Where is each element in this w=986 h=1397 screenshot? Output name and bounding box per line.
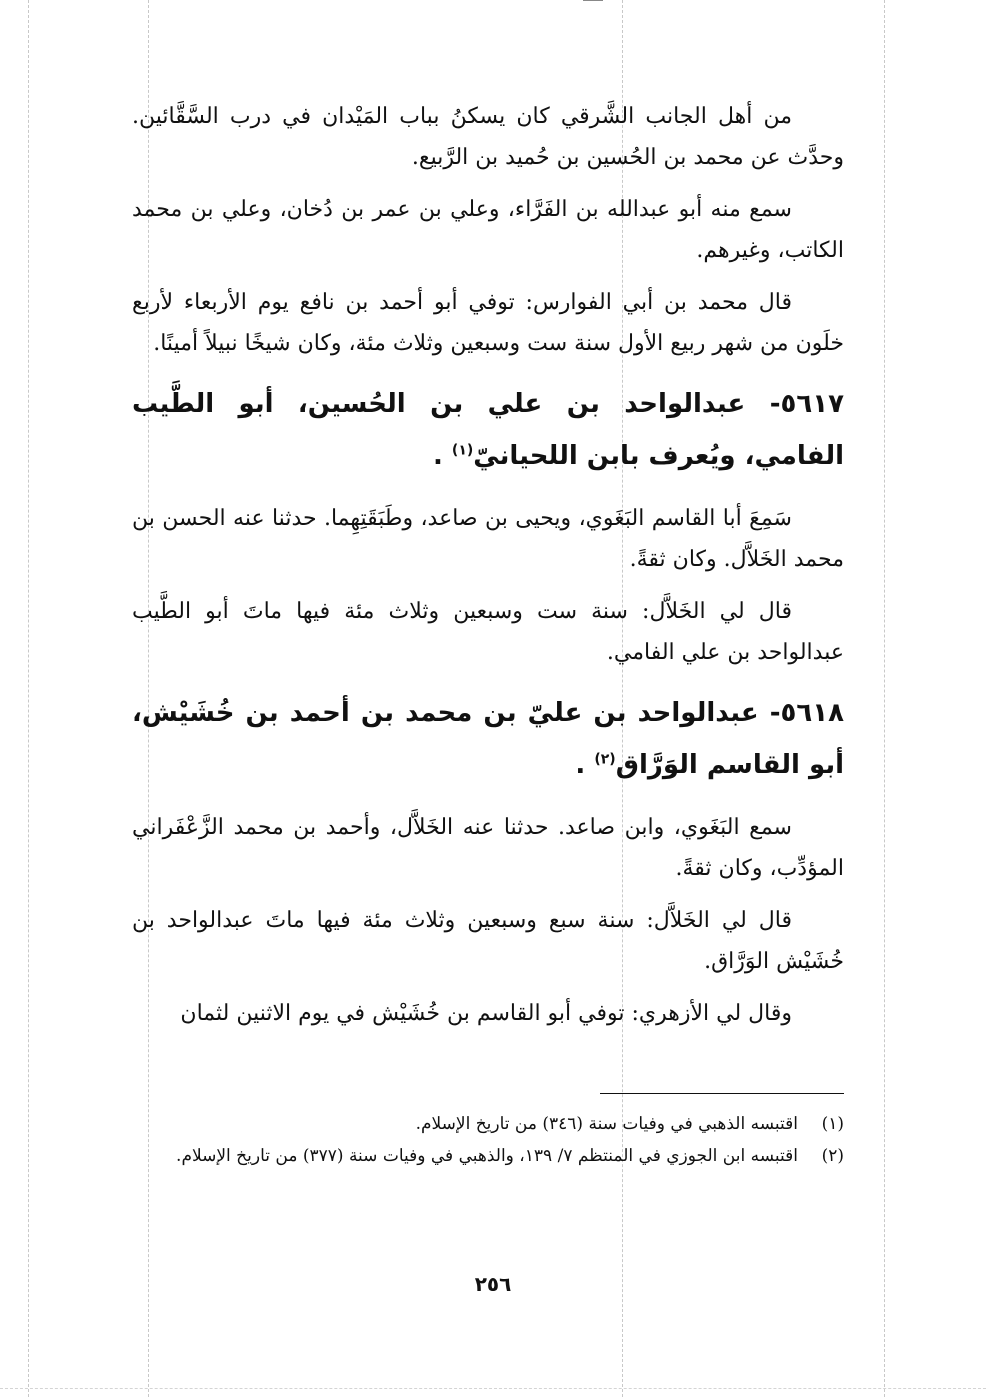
paragraph: سَمِعَ أبا القاسم البَغَوي، ويحيى بن صاعد، وطَبَقَتِهِما. حدثنا عنه الحسن بن محمد الخَلاَّل. وكان ثقةً. — [132, 506, 844, 572]
footnote-number: (١) — [821, 1114, 844, 1134]
scan-line — [28, 0, 29, 1397]
entry-number: ٥٦١٧- — [769, 389, 844, 419]
page-number: ٢٥٦ — [474, 1272, 512, 1296]
page-body — [132, 96, 844, 1034]
scan-line — [884, 0, 885, 1397]
top-mark — [583, 0, 603, 1]
paragraph: سمع منه أبو عبدالله بن الفَرَّاء، وعلي بن عمر بن دُخان، وعلي بن محمد الكاتب، وغيرهم. — [132, 197, 844, 263]
paragraph: قال لي الخَلاَّل: سنة ست وسبعين وثلاث مئة فيها ماتَ أبو الطَّيب عبدالواحد بن علي الفامي. — [132, 599, 844, 665]
entry-title: عبدالواحد بن علي بن الحُسين، أبو الطَّيب الفامي، ويُعرف بابن اللحيانيّ — [132, 389, 844, 471]
footnote-ref: (٢) — [594, 751, 616, 768]
footnote — [132, 1108, 844, 1140]
paragraph: وقال لي الأزهري: توفي أبو القاسم بن خُشَيْش في يوم الاثنين لثمان — [180, 1001, 792, 1026]
paragraph: من أهل الجانب الشَّرقي كان يسكنُ بباب المَيْدان في درب السَّقَّائين. وحدَّث عن محمد بن الحُسين بن حُميد بن الرَّبيع. — [132, 104, 844, 170]
scan-line — [0, 1388, 986, 1389]
footnote-divider — [600, 1093, 844, 1094]
entry-number: ٥٦١٨- — [769, 698, 844, 728]
footnote-text: اقتبسه ابن الجوزي في المنتظم ٧/ ١٣٩، والذهبي في وفيات سنة (٣٧٧) من تاريخ الإسلام. — [176, 1146, 798, 1166]
footnotes — [132, 1108, 844, 1172]
entry-heading — [132, 687, 844, 791]
paragraph: قال لي الخَلاَّل: سنة سبع وسبعين وثلاث مئة فيها ماتَ عبدالواحد بن خُشَيْش الوَرَّاق. — [132, 908, 844, 974]
entry-end: . — [432, 441, 443, 471]
entry-end: . — [575, 750, 586, 780]
paragraph: سمع البَغَوي، وابن صاعد. حدثنا عنه الخَلاَّل، وأحمد بن محمد الزَّعْفَراني المؤدِّب، وكان ثقةً. — [132, 815, 844, 881]
footnote-ref: (١) — [451, 442, 474, 459]
footnote-number: (٢) — [821, 1146, 844, 1166]
entry-heading — [132, 378, 844, 482]
footnote-text: اقتبسه الذهبي في وفيات سنة (٣٤٦) من تاريخ الإسلام. — [415, 1114, 798, 1134]
footnote — [132, 1140, 844, 1172]
paragraph: قال محمد بن أبي الفوارس: توفي أبو أحمد بن نافع يوم الأربعاء لأربع خلَون من شهر ربيع الأول سنة ست وسبعين وثلاث مئة، وكان شيخًا نبيلاً أمينًا. — [132, 290, 844, 356]
entry-title: عبدالواحد بن عليّ بن محمد بن أحمد بن خُشَيْش، أبو القاسم الوَرَّاق — [132, 698, 844, 780]
